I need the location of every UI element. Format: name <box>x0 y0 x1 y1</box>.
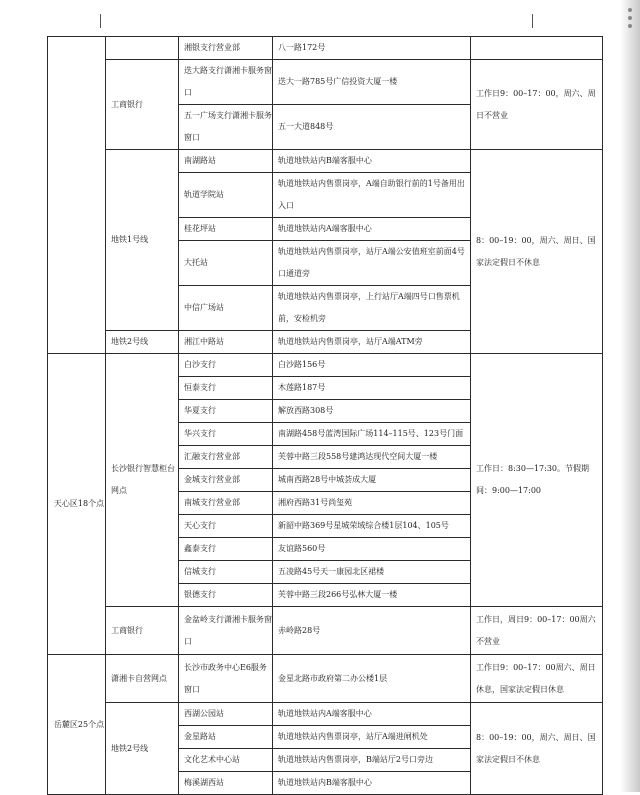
address-cell: 轨道地铁站内售票岗亭，B端站厅2号口旁边 <box>273 749 471 772</box>
service-point-cell: 迭大路支行潇湘卡服务窗口 <box>179 60 273 105</box>
service-point-cell: 南城支行营业部 <box>179 492 273 515</box>
address-cell: 新韶中路369号星城荣域综合楼1层104、105号 <box>273 515 471 538</box>
address-cell: 轨道地铁站内售票岗亭，站厅A端ATM旁 <box>273 331 471 354</box>
table-row <box>48 150 603 173</box>
service-point-cell: 桂花坪站 <box>179 218 273 241</box>
address-cell: 八一路172号 <box>273 37 471 60</box>
service-point-cell: 鑫泰支行 <box>179 538 273 561</box>
service-point-cell: 华兴支行 <box>179 423 273 446</box>
category-cell: 工商银行 <box>106 60 179 150</box>
district-cell: 天心区18个点 <box>48 354 106 655</box>
hours-cell: 工作日9：00–17：00周六、周日休息，国家法定假日休息 <box>471 655 603 703</box>
address-cell: 轨道地铁站内售票岗亭，站厅A端公安值班室前面4号口通道旁 <box>273 241 471 286</box>
service-point-cell: 恒泰支行 <box>179 377 273 400</box>
service-point-cell: 信城支行 <box>179 561 273 584</box>
service-point-cell: 汇融支行营业部 <box>179 446 273 469</box>
hours-cell <box>471 37 603 60</box>
hours-cell: 工作日：8:30—17:30。节假期间：9:00—17:00 <box>471 354 603 607</box>
category-cell <box>106 37 179 60</box>
service-point-cell: 金盆岭支行潇湘卡服务窗口 <box>179 607 273 655</box>
service-point-cell: 西湖公园站 <box>179 703 273 726</box>
hours-cell: 8：00–19：00，周六、周日、国家法定假日不休息 <box>471 703 603 795</box>
more-options-icon[interactable] <box>626 8 634 32</box>
hours-cell: 8：00–19：00，周六、周日、国家法定假日不休息 <box>471 150 603 354</box>
service-point-cell: 银德支行 <box>179 584 273 607</box>
address-cell: 轨道地铁站内A端客服中心 <box>273 703 471 726</box>
address-cell: 轨道地铁站内售票岗亭，上行站厅A端四号口售票机前，安检机旁 <box>273 286 471 331</box>
address-cell: 轨道地铁站内A端客服中心 <box>273 218 471 241</box>
table-row <box>48 37 603 60</box>
address-cell: 白沙路156号 <box>273 354 471 377</box>
service-point-cell: 天心支行 <box>179 515 273 538</box>
category-cell: 长沙银行智慧柜台网点 <box>106 354 179 607</box>
category-cell: 地铁2号线 <box>106 331 179 354</box>
address-cell: 轨道地铁站内B端客服中心 <box>273 772 471 795</box>
service-point-cell: 金星路站 <box>179 726 273 749</box>
address-cell: 轨道地铁站内B端客服中心 <box>273 150 471 173</box>
address-cell: 轨道地铁站内售票岗亭，A端自助银行前的1号备用出入口 <box>273 173 471 218</box>
service-point-cell: 文化艺术中心站 <box>179 749 273 772</box>
service-point-cell: 白沙支行 <box>179 354 273 377</box>
category-cell: 地铁2号线 <box>106 703 179 795</box>
service-point-cell: 湘江中路站 <box>179 331 273 354</box>
service-point-cell: 梅溪湖西站 <box>179 772 273 795</box>
category-cell: 地铁1号线 <box>106 150 179 331</box>
service-point-cell: 金城支行营业部 <box>179 469 273 492</box>
address-cell: 金星北路市政府第二办公楼1层 <box>273 655 471 703</box>
address-cell: 城南西路28号中城荟成大厦 <box>273 469 471 492</box>
district-cell: 岳麓区25个点 <box>48 655 106 795</box>
table-row <box>48 703 603 726</box>
scroll-edge-shadow <box>620 0 640 792</box>
address-cell: 芙蓉中路三段558号建鸿达现代空间大厦一楼 <box>273 446 471 469</box>
service-point-cell: 轨道学院站 <box>179 173 273 218</box>
category-cell: 潇湘卡自营网点 <box>106 655 179 703</box>
service-point-cell: 大托站 <box>179 241 273 286</box>
address-cell: 赤岭路28号 <box>273 607 471 655</box>
table-row <box>48 607 603 655</box>
category-cell: 工商银行 <box>106 607 179 655</box>
service-point-cell: 中信广场站 <box>179 286 273 331</box>
address-cell: 湘府西路31号尚玺苑 <box>273 492 471 515</box>
service-point-cell: 五一广场支行潇湘卡服务窗口 <box>179 105 273 150</box>
service-point-cell: 南湖路站 <box>179 150 273 173</box>
address-cell: 友谊路560号 <box>273 538 471 561</box>
hours-cell: 工作日9：00–17：00，周六、周日不营业 <box>471 60 603 150</box>
service-points-table <box>47 36 603 795</box>
address-cell: 五凌路45号天一康园北区裙楼 <box>273 561 471 584</box>
table-row <box>48 60 603 105</box>
address-cell: 芙蓉中路三段266号弘林大厦一楼 <box>273 584 471 607</box>
hours-cell: 工作日，周日9：00–17：00周六不营业 <box>471 607 603 655</box>
crop-mark-top-right <box>532 14 547 28</box>
service-point-cell: 湘银支行营业部 <box>179 37 273 60</box>
address-cell: 五一大道848号 <box>273 105 471 150</box>
address-cell: 解放西路308号 <box>273 400 471 423</box>
service-point-cell: 华夏支行 <box>179 400 273 423</box>
district-cell-continued <box>48 37 106 354</box>
address-cell: 轨道地铁站内售票岗亭，站厅A端进闸机处 <box>273 726 471 749</box>
table-row <box>48 354 603 377</box>
crop-mark-top-left <box>86 14 101 28</box>
table-row <box>48 655 603 703</box>
address-cell: 南湖路458号蓝湾国际广场114–115号、123号门面 <box>273 423 471 446</box>
address-cell: 迭大一路785号广信投资大厦一楼 <box>273 60 471 105</box>
service-point-cell: 长沙市政务中心E6服务窗口 <box>179 655 273 703</box>
address-cell: 木莲路187号 <box>273 377 471 400</box>
